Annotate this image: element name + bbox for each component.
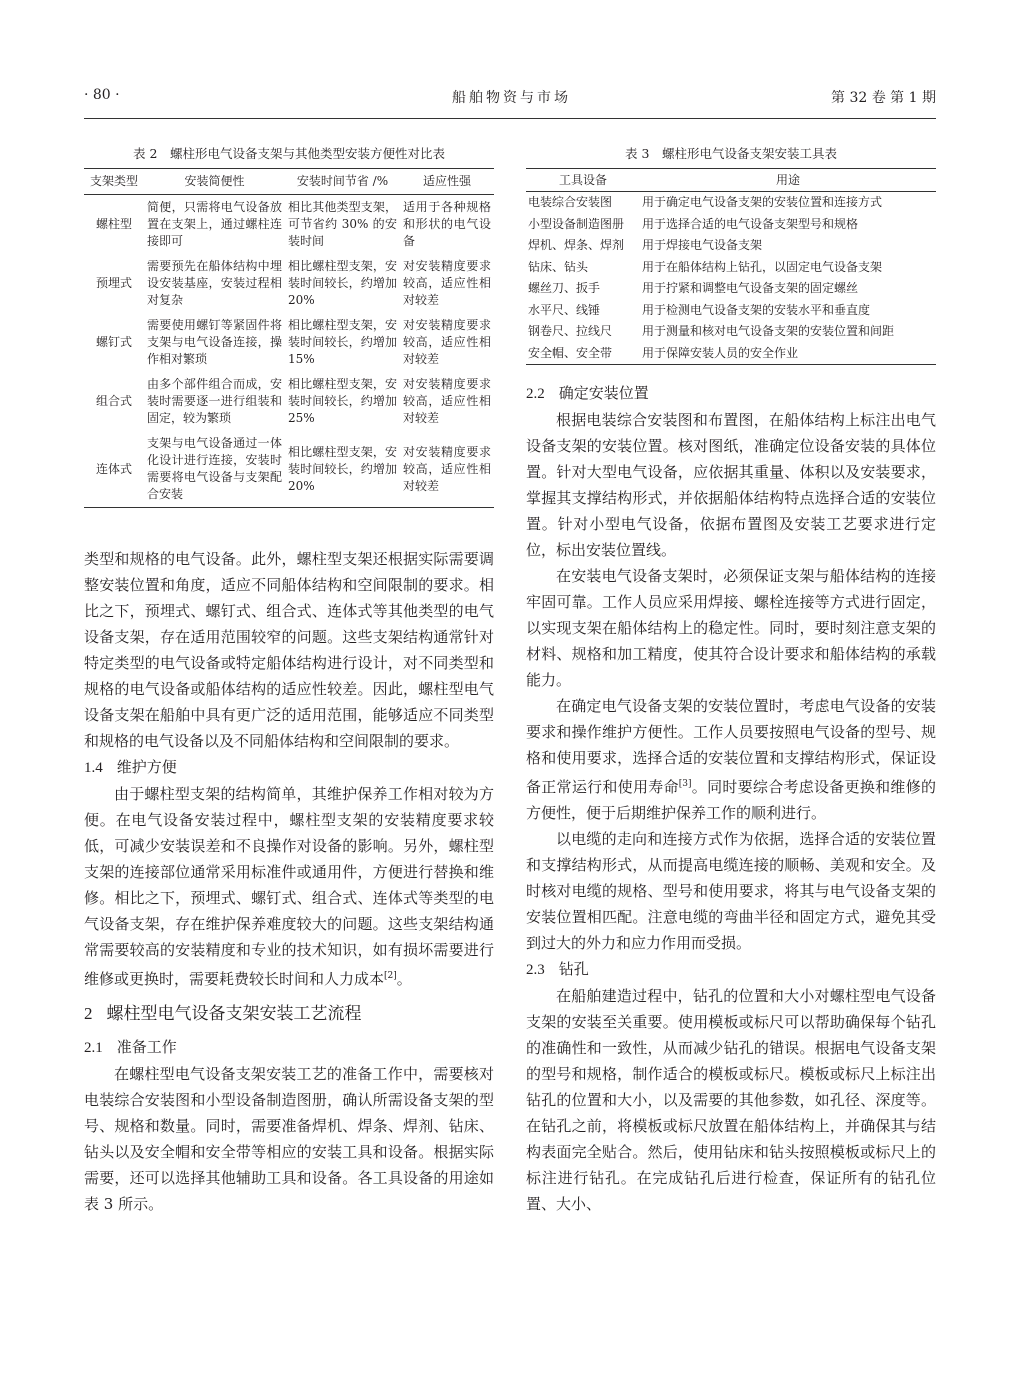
table-cell: 用于测量和核对电气设备支架的安装位置和间距	[642, 324, 895, 339]
section-heading-2: 2 螺柱型电气设备支架安装工艺流程	[84, 1004, 362, 1024]
table2-header: 安装时间节省 /%	[296, 174, 389, 188]
section-heading-2-2: 2.2 确定安装位置	[526, 384, 649, 402]
table-cell: 连体式	[95, 461, 132, 476]
table-row	[84, 313, 494, 372]
section-heading-1-4: 1.4 维护方便	[84, 758, 177, 776]
paragraph: 在船舶建造过程中，钻孔的位置和大小对螺柱型电气设备支架的安装至关重要。使用模板或标尺可以帮助确保每个钻孔的准确性和一致性，从而减少钻孔的错误。根据电气设备支架的型号和规格，制作适合的模板或标尺。模板或标尺上标注出钻孔的位置和大小，以及需要的其他参数，如孔径、深度等。在钻孔之前，将模板或标尺放置在船体结构上，并确保其与结构表面完全贴合。然后，使用钻床和钻头按照模板或标尺上的标注进行钻孔。在完成钻孔后进行检查，保证所有的钻孔位置、大小、	[526, 987, 936, 1213]
table-row	[526, 257, 936, 279]
table-cell: 对安装精度要求较高，适应性相对较差	[403, 444, 491, 493]
table-cell: 焊机、焊条、焊剂	[528, 238, 625, 253]
table-cell: 小型设备制造图册	[528, 216, 625, 231]
table-cell: 用于焊接电气设备支架	[642, 238, 763, 253]
table-cell: 螺钉式	[95, 335, 132, 349]
paragraph: 类型和规格的电气设备。此外，螺柱型支架还根据实际需要调整安装位置和角度，适应不同船体结构和空间限制的要求。相比之下，预埋式、螺钉式、组合式、连体式等其他类型的电气设备支架，存在适用范围较窄的问题。这些支架结构通常针对特定类型的电气设备或特定船体结构进行设计，对不同类型和规格的电气设备或船体结构的适应性较差。因此，螺柱型电气设备支架在船舶中具有更广泛的适用范围，能够适应不同类型和规格的电气设备以及不同船体结构和空间限制的要求。	[84, 550, 494, 750]
table-row	[84, 195, 494, 255]
table-cell: 用于检测电气设备支架的安装水平和垂直度	[642, 302, 871, 317]
paragraph: 在确定电气设备支架的安装位置时，考虑电气设备的安装要求和操作维护方便性。工作人员要按照电气设备的型号、规格和使用要求，选择合适的安装位置和支撑结构形式，保证设备正常运行和使用寿命[3]。同时要综合考虑设备更换和维修的方便性，便于后期维护保养工作的顺利进行。	[526, 697, 936, 822]
table-cell: 适用于各种规格和形状的电气设备	[403, 200, 491, 248]
table-cell: 用于确定电气设备支架的安装位置和连接方式	[642, 195, 883, 210]
table-cell: 相比螺柱型支架，安装时间较长，约增加 20%	[288, 259, 397, 307]
table-cell: 安全帽、安全带	[528, 345, 613, 360]
table3-header: 用途	[775, 172, 800, 187]
table-cell: 螺丝刀、扳手	[528, 281, 601, 296]
table-cell: 钢卷尺、拉线尺	[528, 324, 613, 339]
table-cell: 简便，只需将电气设备放置在支架上，通过螺柱连接即可	[147, 200, 282, 248]
table-cell: 对安装精度要求较高，适应性相对较差	[403, 318, 491, 366]
paragraph: 在螺柱型电气设备支架安装工艺的准备工作中，需要核对电装综合安装图和小型设备制造图册，确认所需设备支架的型号、规格和数量。同时，需要准备焊机、焊条、焊剂、钻床、钻头以及安全帽和安全带等相应的安装工具和设备。根据实际需要，还可以选择其他辅助工具和设备。各工具设备的用途如表 3 所示。	[84, 1065, 494, 1213]
table-row	[84, 431, 494, 508]
header-rule	[84, 118, 936, 119]
table-cell: 用于选择合适的电气设备支架型号和规格	[642, 216, 859, 231]
paragraph: 由于螺柱型支架的结构简单，其维护保养工作相对较为方便。在电气设备安装过程中，螺柱型支架的安装精度要求较低，可减少安装误差和不良操作对设备的影响。另外，螺柱型支架的连接部位通常采用标准件或通用件，方便进行替换和维修。相比之下，预埋式、螺钉式、组合式、连体式等类型的电气设备支架，存在维护保养难度较大的问题。这些支架结构通常需要较高的安装精度和专业的技术知识，如有损坏需要进行维修或更换时，需要耗费较长时间和人力成本[2]。	[84, 785, 494, 988]
table3-block	[526, 146, 936, 365]
table-cell: 相比螺柱型支架，安装时间较长，约增加 25%	[288, 377, 397, 425]
table-cell: 用于拧紧和调整电气设备支架的固定螺丝	[642, 281, 859, 296]
paragraph: 在安装电气设备支架时，必须保证支架与船体结构的连接牢固可靠。工作人员应采用焊接、螺栓连接等方式进行固定，以实现支架在船体结构上的稳定性。同时，要时刻注意支架的材料、规格和加工精度，使其符合设计要求和船体结构的承载能力。	[526, 567, 936, 689]
table2-header: 安装简便性	[184, 174, 245, 188]
citation: [3]	[678, 779, 692, 789]
table-cell: 组合式	[95, 394, 132, 408]
table2-caption: 表 2 螺柱形电气设备支架与其他类型安装方便性对比表	[133, 146, 445, 161]
table2-block	[84, 146, 494, 508]
section-heading-2-1: 2.1 准备工作	[84, 1038, 177, 1056]
table-cell: 水平尺、线锤	[528, 302, 601, 317]
table-cell: 支架与电气设备通过一体化设计进行连接，安装时需要将电气设备与支架配合安装	[147, 436, 282, 501]
paragraph: 以电缆的走向和连接方式作为依据，选择合适的安装位置和支撑结构形式，从而提高电缆连接的顺畅、美观和安全。及时核对电缆的规格、型号和使用要求，将其与电气设备支架的安装位置相匹配。注意电缆的弯曲半径和固定方式，避免其受到过大的外力和应力作用而受损。	[526, 830, 936, 952]
table-cell: 相比螺柱型支架，安装时间较长，约增加 15%	[288, 318, 397, 366]
table2-header: 支架类型	[89, 174, 138, 188]
table-row	[526, 192, 936, 214]
journal-title: 船舶物资与市场	[452, 90, 571, 106]
table3-caption: 表 3 螺柱形电气设备支架安装工具表	[625, 146, 837, 161]
table-row	[84, 254, 494, 313]
table-cell: 相比螺柱型支架，安装时间较长，约增加 20%	[288, 444, 397, 493]
table-row	[526, 300, 936, 322]
table-cell: 需要预先在船体结构中埋设安装基座，安装过程相对复杂	[147, 259, 282, 307]
citation: [2]	[384, 971, 397, 981]
table-row	[526, 235, 936, 257]
table-cell: 相比其他类型支架，可节省约 30% 的安装时间	[288, 200, 397, 248]
table-cell: 用于在船体结构上钻孔，以固定电气设备支架	[642, 259, 883, 274]
table2	[84, 168, 494, 508]
table-row	[526, 214, 936, 236]
right-column-text	[526, 380, 936, 1217]
table-cell: 需要使用螺钉等紧固件将支架与电气设备连接，操作相对繁琐	[147, 318, 282, 366]
table-row	[526, 278, 936, 300]
table-cell: 电装综合安装图	[528, 195, 613, 210]
table-row	[526, 321, 936, 343]
left-column-text	[84, 546, 494, 1217]
table-cell: 螺柱型	[95, 217, 132, 231]
table-cell: 钻床、钻头	[528, 259, 589, 274]
table-row	[526, 343, 936, 365]
table-cell: 对安装精度要求较高，适应性相对较差	[403, 377, 491, 425]
issue-info: 第 32 卷 第 1 期	[831, 90, 936, 106]
table3-header: 工具设备	[558, 172, 607, 187]
page-number: · 80 ·	[84, 87, 120, 103]
table-cell: 用于保障安装人员的安全作业	[642, 345, 799, 360]
table-cell: 由多个部件组合而成，安装时需要逐一进行组装和固定，较为繁琐	[147, 377, 282, 425]
table3	[526, 168, 936, 365]
table-cell: 对安装精度要求较高，适应性相对较差	[403, 259, 491, 307]
paragraph: 根据电装综合安装图和布置图，在船体结构上标注出电气设备支架的安装位置。核对图纸，准确定位设备安装的具体位置。针对大型电气设备，应依据其重量、体积以及安装要求，掌握其支撑结构形式，并依据船体结构特点选择合适的安装位置。针对小型电气设备，依据布置图及安装工艺要求进行定位，标出安装位置线。	[526, 411, 936, 559]
table2-header: 适应性强	[422, 174, 471, 188]
section-heading-2-3: 2.3 钻孔	[526, 960, 589, 978]
table-row	[84, 372, 494, 431]
table-cell: 预埋式	[95, 276, 132, 290]
